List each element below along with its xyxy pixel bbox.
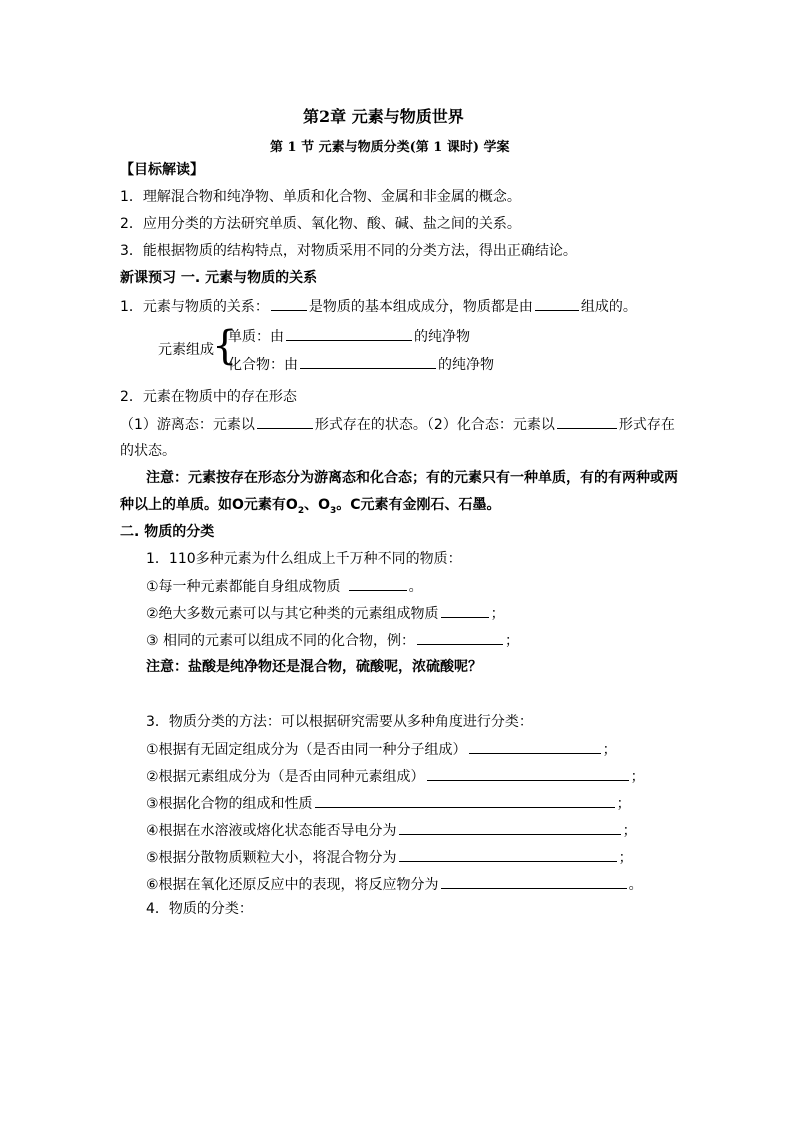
item-suffix: 。 [628,877,643,893]
item-text: ②根据元素组成分为（是否由同种元素组成） [146,769,425,785]
classification-heading: 二. 物质的分类 [120,524,215,540]
answer-blank[interactable] [427,766,629,781]
answer-blank[interactable] [399,847,617,862]
item-text: ③ 相同的元素可以组成不同的化合物，例： [146,633,415,649]
item-text: ②绝大多数元素可以与其它种类的元素组成物质 [146,606,439,622]
preview-heading: 新课预习 一. 元素与物质的关系 [120,270,318,286]
preview-q1-suffix: 组成的。 [580,299,637,315]
item-suffix: 。 [408,579,423,595]
preview-q2-line1 [120,414,675,435]
chapter-title: 第2章 元素与物质世界 [303,107,464,126]
answer-blank[interactable] [417,630,503,645]
classification-q1: 1．110多种元素为什么组成上千万种不同的物质： [146,551,462,567]
note-text: 。C元素有金刚石、石墨。 [336,497,501,513]
brace-symbol: { [212,323,238,369]
classification-q3: 3．物质分类的方法：可以根据研究需要从多种角度进行分类： [146,714,533,730]
answer-blank[interactable] [441,603,489,618]
answer-blank[interactable] [399,820,621,835]
note-text: 种以上的单质。如O元素有O [120,497,298,513]
preview-q2-line2: 的状态。 [120,443,176,459]
combined-state-prefix: 形式存在的状态。（2）化合态：元素以 [314,417,555,433]
note-line [120,495,501,521]
q3-item [146,874,643,895]
composition-label: 元素组成 [158,342,214,358]
free-state-prefix: （1）游离态：元素以 [120,417,255,433]
answer-blank[interactable] [349,576,407,591]
q3-item [146,739,617,760]
item-text: ①根据有无固定组成分为（是否由同一种分子组成） [146,742,467,758]
answer-blank[interactable] [300,354,436,369]
classification-q1-a [146,576,423,597]
q3-item [146,847,633,868]
answer-blank[interactable] [441,874,627,889]
note-text: 、O [304,497,330,513]
simple-prefix: 单质：由 [228,329,284,345]
preview-q2-title: 2．元素在物质中的存在形态 [120,389,297,405]
subscript: 2 [297,505,305,516]
objective-item: 1．理解混合物和纯净物、单质和化合物、金属和非金属的概念。 [120,189,521,205]
item-suffix: ； [616,796,631,812]
compound-suffix: 的纯净物 [438,357,494,373]
q3-item [146,766,645,787]
answer-blank[interactable] [257,414,313,429]
preview-q1-prefix: 1．元素与物质的关系： [120,299,269,315]
classification-q1-b [146,603,505,624]
objectives-heading: 【目标解读】 [120,162,204,178]
q3-item [146,820,637,841]
item-suffix: ； [602,742,617,758]
note-line: 注意：元素按存在形态分为游离态和化合态；有的元素只有一种单质，有的有两种或两 [146,470,678,486]
compound-prefix: 化合物：由 [228,357,298,373]
preview-q1 [120,296,637,317]
item-suffix: ； [490,606,505,622]
item-text: ⑥根据在氧化还原反应中的表现，将反应物分为 [146,877,439,893]
simple-substance-row [228,326,470,347]
section-title: 第 1 节 元素与物质分类(第 1 课时) 学案 [270,140,510,155]
item-suffix: ； [622,823,637,839]
answer-blank[interactable] [315,793,615,808]
classification-q1-c [146,630,519,651]
compound-row [228,354,494,375]
item-suffix: ； [630,769,645,785]
subscript: 3 [329,505,337,516]
classification-q4: 4．物质的分类： [146,901,253,917]
simple-suffix: 的纯净物 [414,329,470,345]
answer-blank[interactable] [535,296,579,311]
item-text: ⑤根据分散物质颗粒大小，将混合物分为 [146,850,397,866]
answer-blank[interactable] [286,326,412,341]
item-suffix: ； [618,850,633,866]
preview-q1-mid: 是物质的基本组成成分，物质都是由 [308,299,533,315]
item-text: ④根据在水溶液或熔化状态能否导电分为 [146,823,397,839]
item-text: ①每一种元素都能自身组成物质 [146,579,341,595]
item-text: ③根据化合物的组成和性质 [146,796,313,812]
q3-item [146,793,631,814]
answer-blank[interactable] [469,739,601,754]
answer-blank[interactable] [557,414,617,429]
combined-state-suffix: 形式存在 [618,417,675,433]
item-suffix: ； [505,633,519,649]
objective-item: 2．应用分类的方法研究单质、氧化物、酸、碱、盐之间的关系。 [120,216,521,232]
objective-item: 3．能根据物质的结构特点，对物质采用不同的分类方法，得出正确结论。 [120,243,577,259]
classification-note: 注意：盐酸是纯净物还是混合物，硫酸呢，浓硫酸呢？ [146,659,482,675]
answer-blank[interactable] [271,296,307,311]
